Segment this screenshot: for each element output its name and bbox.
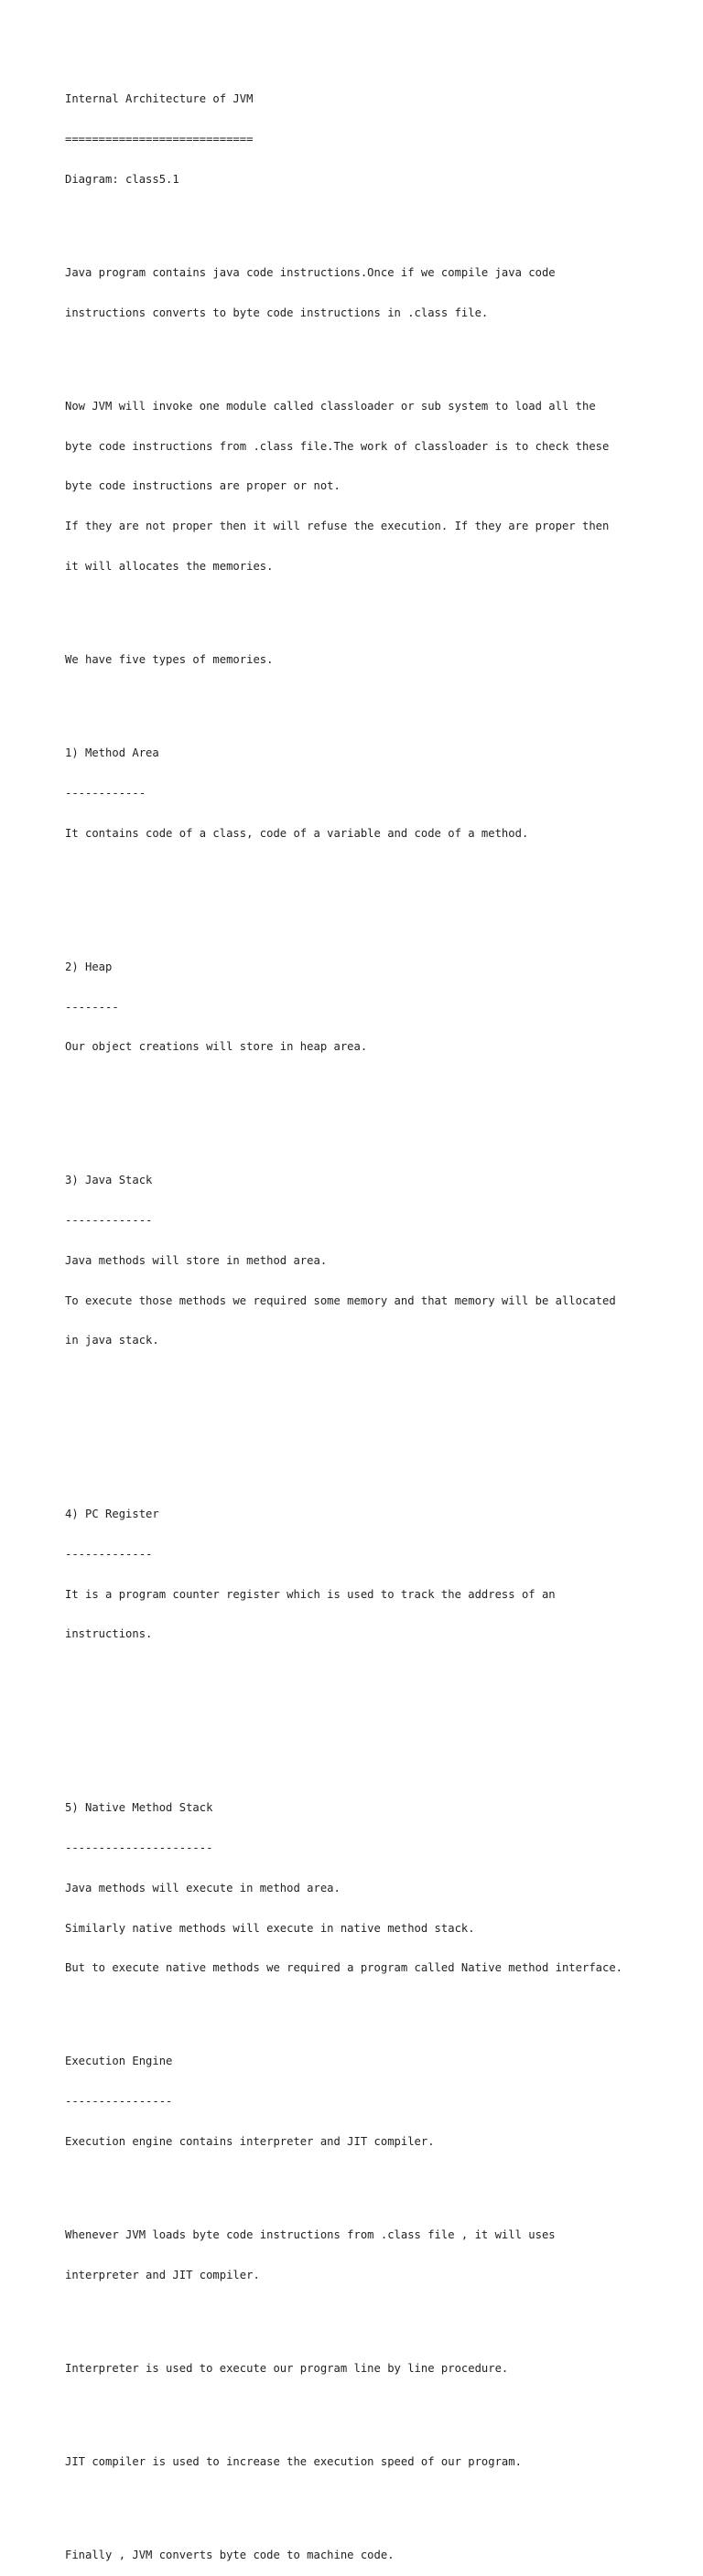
section-body-line: To execute those methods we required some memory and that memory will be allocated (65, 1293, 616, 1307)
section-body-line: instructions. (65, 1627, 153, 1641)
spacer (65, 867, 687, 881)
section-heading-execution-engine: Execution Engine (65, 2055, 173, 2068)
section-body-line: It is a program counter register which is used to track the address of an (65, 1587, 556, 1601)
classloader-line: Now JVM will invoke one module called classloader or sub system to load all the (65, 399, 596, 413)
section-body-line: Similarly native methods will execute in native method stack. (65, 1921, 475, 1935)
spacer (65, 1748, 687, 1762)
section-rule: ------------- (65, 1214, 153, 1228)
jit-line: JIT compiler is used to increase the execution speed of our program. (65, 2455, 522, 2469)
diagram-reference: Diagram: class5.1 (65, 172, 179, 186)
section-heading-java-stack: 3) Java Stack (65, 1174, 153, 1187)
classloader-line: byte code instructions are proper or not. (65, 479, 341, 493)
classloader-line: byte code instructions from .class file.The work of classloader is to check these (65, 439, 610, 453)
spacer (65, 213, 687, 227)
finally-line: Finally , JVM converts byte code to machine code. (65, 2549, 395, 2562)
document-title: Internal Architecture of JVM (65, 92, 254, 106)
spacer (65, 1414, 687, 1428)
section-heading-native-method-stack: 5) Native Method Stack (65, 1801, 213, 1815)
spacer (65, 346, 687, 360)
section-body-line: But to execute native methods we required a program called Native method interface. (65, 1961, 623, 1975)
title-underline: ============================ (65, 132, 254, 145)
spacer (65, 600, 687, 614)
intro-line: instructions converts to byte code instructions in .class file. (65, 306, 489, 319)
section-rule: ------------- (65, 1547, 153, 1561)
spacer (65, 1708, 687, 1722)
spacer (65, 1374, 687, 1388)
section-body-line: Java methods will execute in method area. (65, 1881, 341, 1894)
jvm-loads-line: Whenever JVM loads byte code instructions from .class file , it will uses (65, 2228, 556, 2242)
spacer (65, 2309, 687, 2323)
spacer (65, 1454, 687, 1468)
interpreter-line: Interpreter is used to execute our program line by line procedure. (65, 2362, 509, 2376)
document-body (65, 66, 687, 2576)
spacer (65, 907, 687, 920)
spacer (65, 1668, 687, 1681)
section-rule: ------------ (65, 787, 146, 800)
section-body-line: Our object creations will store in heap area. (65, 1040, 368, 1054)
section-body-line: in java stack. (65, 1334, 159, 1347)
jvm-loads-line: interpreter and JIT compiler. (65, 2268, 260, 2281)
spacer (65, 1080, 687, 1094)
section-heading-heap: 2) Heap (65, 960, 113, 973)
section-heading-method-area: 1) Method Area (65, 746, 159, 760)
spacer (65, 2002, 687, 2015)
section-heading-pc-register: 4) PC Register (65, 1508, 159, 1521)
classloader-line: it will allocates the memories. (65, 559, 274, 573)
spacer (65, 1121, 687, 1134)
section-body-line: Execution engine contains interpreter and JIT compiler. (65, 2135, 435, 2149)
spacer (65, 693, 687, 707)
section-rule: ---------------- (65, 2095, 173, 2109)
section-rule: -------- (65, 1000, 119, 1014)
spacer (65, 2496, 687, 2509)
section-rule: ---------------------- (65, 1841, 213, 1854)
section-body-line: It contains code of a class, code of a variable and code of a method. (65, 826, 529, 840)
spacer (65, 2175, 687, 2189)
classloader-line: If they are not proper then it will refuse the execution. If they are proper then (65, 520, 610, 533)
memory-types-intro: We have five types of memories. (65, 653, 274, 667)
intro-line: Java program contains java code instructions.Once if we compile java code (65, 265, 556, 279)
spacer (65, 2402, 687, 2416)
section-body-line: Java methods will store in method area. (65, 1253, 328, 1267)
